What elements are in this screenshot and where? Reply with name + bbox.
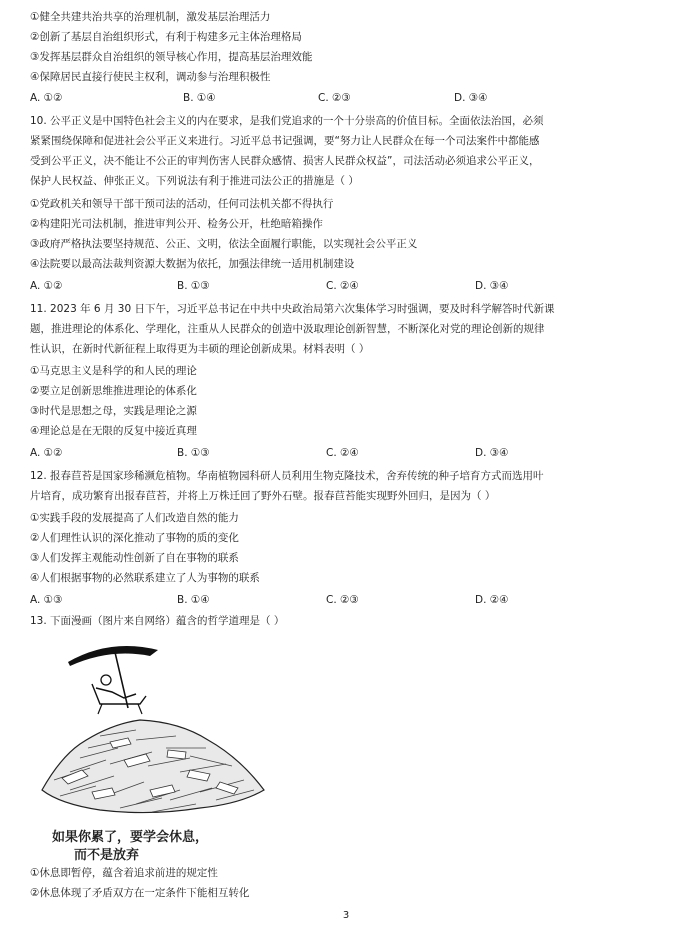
q10-stem-line-3: 受到公平正义，决不能让不公正的审判伤害人民群众感情、损害人民群众权益”，司法活动必须追求公平正义， <box>30 155 540 167</box>
q10-item-1: ①党政机关和领导干部干预司法的活动，任何司法机关都不得执行 <box>30 198 334 210</box>
q10-item-3: ③政府严格执法要坚持规范、公正、文明，依法全面履行职能，以实现社会公平正义 <box>30 238 418 250</box>
q12-option-d: D. ②④ <box>475 594 509 606</box>
q12-item-3: ③人们发挥主观能动性创新了自在事物的联系 <box>30 552 239 564</box>
q10-option-a: A. ①② <box>30 280 63 292</box>
q10-item-2: ②构建阳光司法机制，推进审判公开、检务公开，杜绝暗箱操作 <box>30 218 323 230</box>
q11-stem-line-1: 11. 2023 年 6 月 30 日下午，习近平总书记在中共中央政治局第六次集体学习时强调，要及时科学解答时代新课 <box>30 303 555 315</box>
q12-option-c: C. ②③ <box>326 594 359 606</box>
q12-option-a: A. ①③ <box>30 594 63 606</box>
q11-stem-line-2: 题，推进理论的体系化、学理化，注重从人民群众的创造中汲取理论创新智慧，不断深化对党的理论创新的规律 <box>30 323 545 335</box>
q10-stem-line-1: 10. 公平正义是中国特色社会主义的内在要求，是我们党追求的一个十分崇高的价值目标。全面依法治国，必须 <box>30 115 544 127</box>
q9-option-d: D. ③④ <box>454 92 488 104</box>
q10-option-d: D. ③④ <box>475 280 509 292</box>
q10-option-b: B. ①③ <box>177 280 210 292</box>
q11-item-2: ②要立足创新思维推进理论的体系化 <box>30 385 197 397</box>
comic-caption-line-2: 而不是放弃 <box>74 848 140 863</box>
q9-option-b: B. ①④ <box>183 92 216 104</box>
q12-item-2: ②人们理性认识的深化推动了事物的质的变化 <box>30 532 239 544</box>
q12-stem-line-2: 片培育，成功繁育出报春苣苔，并将上万株迁回了野外石壁。报春苣苔能实现野外回归，是因为（ ） <box>30 490 496 502</box>
cartoon-image <box>40 640 270 820</box>
q11-item-1: ①马克思主义是科学的和人民的理论 <box>30 365 197 377</box>
q12-item-4: ④人们根据事物的必然联系建立了人为事物的联系 <box>30 572 260 584</box>
q9-item-2: ②创新了基层自治组织形式，有利于构建多元主体治理格局 <box>30 31 302 43</box>
q10-stem-line-2: 紧紧围绕保障和促进社会公平正义来进行。习近平总书记强调，要“努力让人民群众在每一个司法案件中都能感 <box>30 135 540 147</box>
q10-options <box>30 280 670 294</box>
q12-options <box>30 594 670 608</box>
page-number: 3 <box>342 910 350 921</box>
q13-item-2: ②休息体现了矛盾双方在一定条件下能相互转化 <box>30 887 250 899</box>
q10-item-4: ④法院要以最高法裁判资源大数据为依托，加强法律统一适用机制建设 <box>30 258 355 270</box>
q9-option-c: C. ②③ <box>318 92 351 104</box>
q11-option-c: C. ②④ <box>326 447 359 459</box>
q11-options <box>30 447 670 461</box>
q9-item-3: ③发挥基层群众自治组织的领导核心作用，提高基层治理效能 <box>30 51 313 63</box>
q11-option-a: A. ①② <box>30 447 63 459</box>
q11-stem-line-3: 性认识，在新时代新征程上取得更为丰硕的理论创新成果。材料表明（ ） <box>30 343 370 355</box>
q12-item-1: ①实践手段的发展提高了人们改造自然的能力 <box>30 512 239 524</box>
q11-item-3: ③时代是思想之母，实践是理论之源 <box>30 405 197 417</box>
q12-stem-line-1: 12. 报春苣苔是国家珍稀濒危植物。华南植物园科研人员利用生物克隆技术，舍弃传统的种子培育方式而选用叶 <box>30 470 544 482</box>
q11-item-4: ④理论总是在无限的反复中接近真理 <box>30 425 197 437</box>
q11-option-d: D. ③④ <box>475 447 509 459</box>
q9-item-4: ④保障居民直接行使民主权利，调动参与治理积极性 <box>30 71 271 83</box>
q12-option-b: B. ①④ <box>177 594 210 606</box>
q9-item-1: ①健全共建共治共享的治理机制，激发基层治理活力 <box>30 11 271 23</box>
q10-stem-line-4: 保护人民权益、伸张正义。下列说法有利于推进司法公正的措施是（ ） <box>30 175 359 187</box>
q9-option-a: A. ①② <box>30 92 63 104</box>
q13-stem: 13. 下面漫画（图片来自网络）蕴含的哲学道理是（ ） <box>30 615 285 627</box>
q13-item-1: ①休息即暂停，蕴含着追求前进的规定性 <box>30 867 218 879</box>
comic-caption-line-1: 如果你累了，要学会休息， <box>52 830 209 845</box>
q10-option-c: C. ②④ <box>326 280 359 292</box>
q9-options <box>30 92 670 106</box>
q11-option-b: B. ①③ <box>177 447 210 459</box>
